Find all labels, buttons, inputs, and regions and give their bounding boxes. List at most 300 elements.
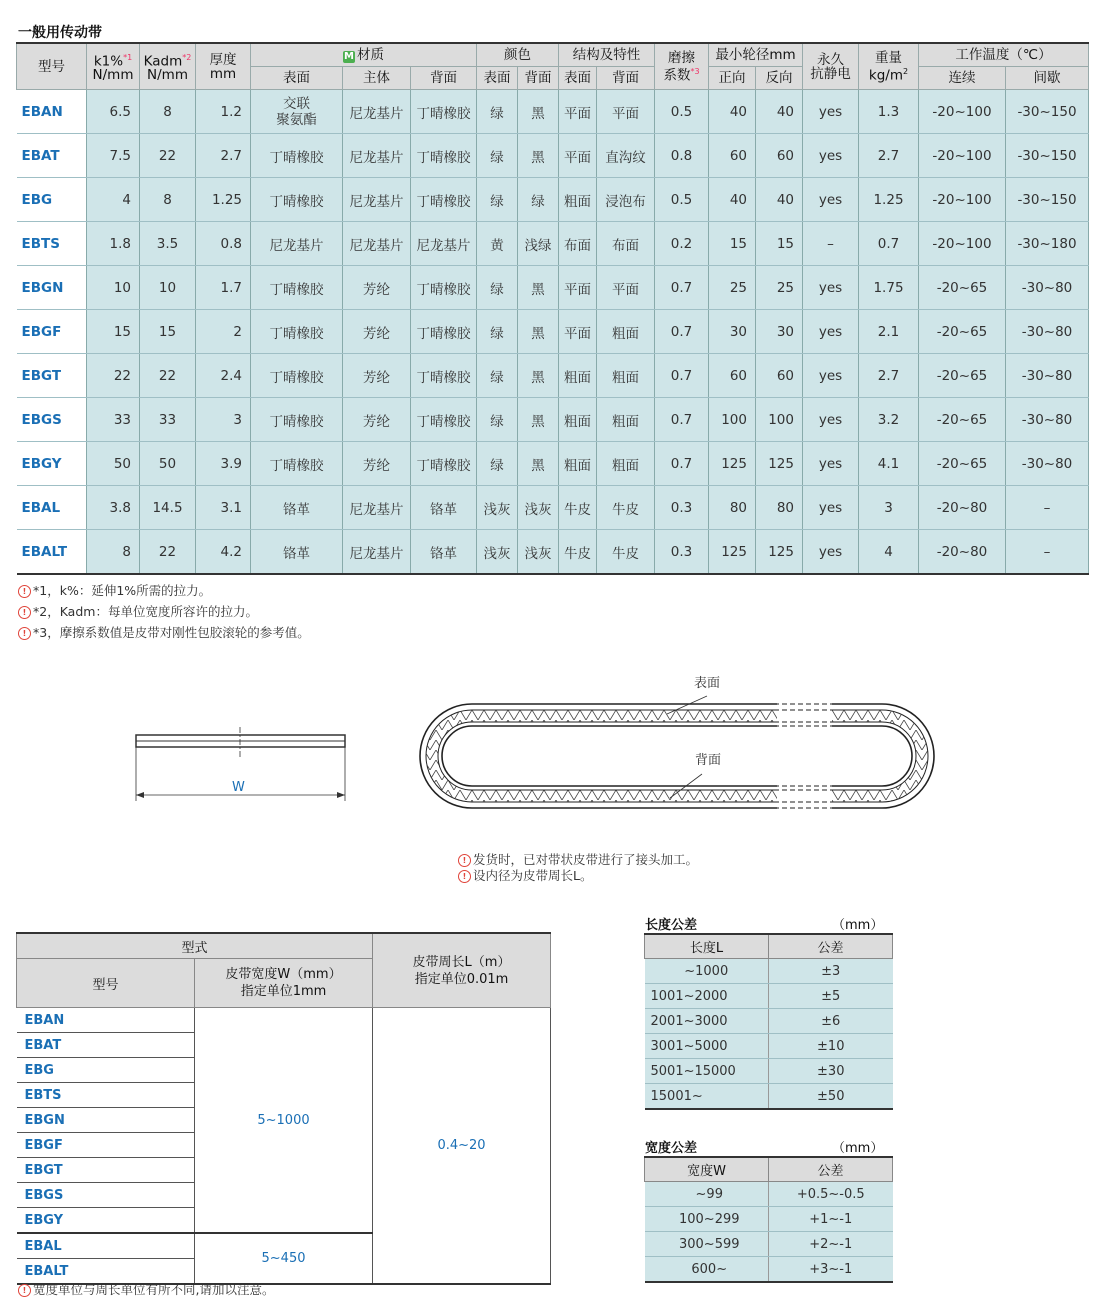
col-color-surface: 表面 <box>477 67 518 90</box>
warning-icon: ! <box>18 585 31 598</box>
type-model: EBAN <box>17 1008 195 1033</box>
spec-cell-ms: 丁晴橡胶 <box>251 178 343 222</box>
back-label: 背面 <box>695 753 722 768</box>
col-mat-surface: 表面 <box>251 67 343 90</box>
spec-cell-k1: 15 <box>87 310 140 354</box>
spec-cell-ti: – <box>1006 530 1089 575</box>
col-model: 型号 <box>17 43 87 90</box>
length-tol-row <box>645 959 893 984</box>
type-table <box>16 932 551 1285</box>
spec-cell-f: 0.3 <box>655 486 709 530</box>
spec-cell-ss: 牛皮 <box>559 530 597 575</box>
spec-cell-kadm: 22 <box>140 354 196 398</box>
spec-cell-ti: -30~80 <box>1006 398 1089 442</box>
spec-cell-pr: 125 <box>756 530 803 575</box>
footnotes <box>18 580 310 643</box>
spec-cell-tc: -20~65 <box>919 310 1006 354</box>
spec-cell-mb: 尼龙基片 <box>343 222 411 266</box>
spec-cell-pf: 15 <box>709 222 756 266</box>
spec-cell-model: EBTS <box>17 222 87 266</box>
width-tol-row <box>645 1207 893 1232</box>
spec-cell-cb: 绿 <box>518 178 559 222</box>
spec-cell-ms: 交联 聚氨酯 <box>251 90 343 134</box>
spec-cell-pf: 80 <box>709 486 756 530</box>
spec-cell-model: EBAT <box>17 134 87 178</box>
spec-row <box>17 398 1089 442</box>
width-tol-value: +2~-1 <box>769 1232 893 1257</box>
spec-cell-pr: 40 <box>756 178 803 222</box>
type-model: EBG <box>17 1058 195 1083</box>
spec-cell-ss: 粗面 <box>559 178 597 222</box>
col-material: M 材质 <box>251 43 477 67</box>
spec-cell-ms: 丁晴橡胶 <box>251 310 343 354</box>
spec-cell-pr: 15 <box>756 222 803 266</box>
type-table-note: ! 宽度单位与周长单位有所不同,请加以注意。 <box>18 1280 274 1298</box>
width-tol-value: +3~-1 <box>769 1257 893 1283</box>
col-length: 皮带周长L（m） 指定单位0.01m <box>373 933 551 1008</box>
width-tol-caption: 宽度公差 <box>645 1141 698 1156</box>
spec-cell-tc: -20~65 <box>919 354 1006 398</box>
page-title: 一般用传动带 <box>18 25 102 41</box>
length-tol-range: 2001~3000 <box>645 1009 769 1034</box>
spec-cell-mbk: 丁晴橡胶 <box>411 442 477 486</box>
footnote: ! *3，摩擦系数值是皮带对刚性包胶滚轮的参考值。 <box>18 622 310 643</box>
spec-cell-tc: -20~65 <box>919 266 1006 310</box>
spec-cell-f: 0.7 <box>655 442 709 486</box>
material-badge-icon: M <box>344 50 354 62</box>
spec-cell-as: yes <box>803 178 859 222</box>
spec-cell-f: 0.5 <box>655 90 709 134</box>
warning-icon: ! <box>458 854 471 867</box>
col-struct-back: 背面 <box>597 67 655 90</box>
spec-cell-f: 0.7 <box>655 310 709 354</box>
spec-cell-w: 0.7 <box>859 222 919 266</box>
spec-cell-cb: 黑 <box>518 354 559 398</box>
spec-cell-sb: 浸泡布 <box>597 178 655 222</box>
spec-cell-sb: 粗面 <box>597 354 655 398</box>
spec-cell-mbk: 丁晴橡胶 <box>411 134 477 178</box>
spec-cell-k1: 22 <box>87 354 140 398</box>
spec-cell-k1: 50 <box>87 442 140 486</box>
footnote: ! *1，k%：延伸1%所需的拉力。 <box>18 580 310 601</box>
spec-cell-thick: 1.2 <box>196 90 251 134</box>
spec-cell-k1: 6.5 <box>87 90 140 134</box>
spec-cell-tc: -20~65 <box>919 398 1006 442</box>
length-tol-row <box>645 1084 893 1110</box>
spec-cell-mb: 芳纶 <box>343 354 411 398</box>
width-tol-value: +0.5~-0.5 <box>769 1182 893 1207</box>
width-tol-unit: （mm） <box>832 1141 884 1156</box>
spec-cell-mbk: 丁晴橡胶 <box>411 90 477 134</box>
length-tol-value: ±50 <box>769 1084 893 1110</box>
spec-cell-cb: 黑 <box>518 442 559 486</box>
col-length-tol: 公差 <box>769 934 893 959</box>
spec-cell-pf: 100 <box>709 398 756 442</box>
spec-cell-as: yes <box>803 310 859 354</box>
length-tol-row <box>645 1009 893 1034</box>
spec-cell-ti: -30~80 <box>1006 266 1089 310</box>
spec-cell-cs: 浅灰 <box>477 486 518 530</box>
spec-cell-pr: 30 <box>756 310 803 354</box>
spec-cell-sb: 布面 <box>597 222 655 266</box>
spec-cell-cs: 绿 <box>477 442 518 486</box>
spec-row <box>17 134 1089 178</box>
spec-cell-ms: 丁晴橡胶 <box>251 134 343 178</box>
col-temp-int: 间歇 <box>1006 67 1089 90</box>
spec-cell-model: EBG <box>17 178 87 222</box>
length-range: 0.4~20 <box>373 1008 551 1285</box>
spec-cell-cb: 浅灰 <box>518 486 559 530</box>
spec-cell-model: EBGF <box>17 310 87 354</box>
spec-cell-pf: 25 <box>709 266 756 310</box>
spec-cell-f: 0.3 <box>655 530 709 575</box>
spec-cell-thick: 3.9 <box>196 442 251 486</box>
spec-cell-mb: 芳纶 <box>343 442 411 486</box>
spec-cell-w: 2.1 <box>859 310 919 354</box>
spec-cell-pr: 100 <box>756 398 803 442</box>
spec-cell-mb: 尼龙基片 <box>343 90 411 134</box>
spec-cell-kadm: 14.5 <box>140 486 196 530</box>
spec-cell-sb: 平面 <box>597 90 655 134</box>
spec-cell-w: 1.25 <box>859 178 919 222</box>
spec-cell-kadm: 33 <box>140 398 196 442</box>
width-tolerance-table <box>644 1156 893 1283</box>
col-type-model: 型号 <box>17 959 195 1008</box>
spec-cell-f: 0.2 <box>655 222 709 266</box>
spec-cell-as: yes <box>803 398 859 442</box>
spec-cell-cs: 绿 <box>477 90 518 134</box>
width-tol-range: ~99 <box>645 1182 769 1207</box>
spec-cell-w: 3.2 <box>859 398 919 442</box>
spec-cell-ti: -30~80 <box>1006 442 1089 486</box>
col-mat-back: 背面 <box>411 67 477 90</box>
spec-cell-k1: 3.8 <box>87 486 140 530</box>
length-tol-range: 3001~5000 <box>645 1034 769 1059</box>
spec-cell-ss: 平面 <box>559 134 597 178</box>
spec-cell-kadm: 15 <box>140 310 196 354</box>
spec-cell-pf: 40 <box>709 90 756 134</box>
spec-cell-as: yes <box>803 266 859 310</box>
col-min-pulley: 最小轮径mm <box>709 43 803 67</box>
spec-cell-as: yes <box>803 530 859 575</box>
spec-cell-ti: -30~150 <box>1006 134 1089 178</box>
spec-row <box>17 222 1089 266</box>
length-tol-range: 5001~15000 <box>645 1059 769 1084</box>
spec-cell-pr: 40 <box>756 90 803 134</box>
spec-cell-cs: 绿 <box>477 354 518 398</box>
spec-cell-as: yes <box>803 354 859 398</box>
spec-cell-mbk: 丁晴橡胶 <box>411 310 477 354</box>
col-structure: 结构及特性 <box>559 43 655 67</box>
footnote: ! *2，Kadm：每单位宽度所容许的拉力。 <box>18 601 310 622</box>
spec-cell-f: 0.7 <box>655 398 709 442</box>
spec-cell-as: yes <box>803 90 859 134</box>
spec-cell-mb: 尼龙基片 <box>343 530 411 575</box>
spec-cell-mb: 尼龙基片 <box>343 486 411 530</box>
spec-cell-mbk: 铬革 <box>411 530 477 575</box>
length-tol-value: ±30 <box>769 1059 893 1084</box>
spec-cell-thick: 2 <box>196 310 251 354</box>
spec-cell-sb: 平面 <box>597 266 655 310</box>
length-tol-row <box>645 1059 893 1084</box>
length-tol-value: ±6 <box>769 1009 893 1034</box>
length-tol-row <box>645 984 893 1009</box>
spec-cell-cb: 黑 <box>518 398 559 442</box>
spec-cell-k1: 10 <box>87 266 140 310</box>
spec-cell-kadm: 22 <box>140 530 196 575</box>
spec-cell-kadm: 8 <box>140 178 196 222</box>
surface-label: 表面 <box>694 676 721 691</box>
spec-cell-thick: 3 <box>196 398 251 442</box>
spec-cell-thick: 1.7 <box>196 266 251 310</box>
spec-cell-pr: 125 <box>756 442 803 486</box>
spec-cell-w: 1.75 <box>859 266 919 310</box>
length-tol-unit: （mm） <box>832 918 884 933</box>
warning-icon: ! <box>18 1284 31 1297</box>
spec-cell-pr: 25 <box>756 266 803 310</box>
spec-cell-sb: 粗面 <box>597 398 655 442</box>
spec-cell-ms: 尼龙基片 <box>251 222 343 266</box>
spec-cell-mb: 芳纶 <box>343 398 411 442</box>
spec-cell-ti: -30~150 <box>1006 178 1089 222</box>
spec-cell-model: EBGS <box>17 398 87 442</box>
spec-cell-mb: 尼龙基片 <box>343 178 411 222</box>
spec-cell-pf: 125 <box>709 530 756 575</box>
spec-row <box>17 90 1089 134</box>
spec-cell-w: 1.3 <box>859 90 919 134</box>
type-model: EBGT <box>17 1158 195 1183</box>
spec-cell-f: 0.7 <box>655 266 709 310</box>
spec-cell-pr: 60 <box>756 134 803 178</box>
col-struct-surface: 表面 <box>559 67 597 90</box>
spec-row <box>17 486 1089 530</box>
spec-cell-mb: 芳纶 <box>343 310 411 354</box>
spec-cell-k1: 8 <box>87 530 140 575</box>
spec-row <box>17 354 1089 398</box>
spec-cell-thick: 2.7 <box>196 134 251 178</box>
length-tol-range: 1001~2000 <box>645 984 769 1009</box>
spec-cell-k1: 7.5 <box>87 134 140 178</box>
width-tol-row <box>645 1232 893 1257</box>
spec-cell-ms: 丁晴橡胶 <box>251 398 343 442</box>
col-pulley-rev: 反向 <box>756 67 803 90</box>
spec-cell-ms: 丁晴橡胶 <box>251 442 343 486</box>
spec-cell-ti: -30~80 <box>1006 354 1089 398</box>
spec-cell-ss: 粗面 <box>559 398 597 442</box>
spec-cell-ss: 牛皮 <box>559 486 597 530</box>
type-row <box>17 1008 551 1033</box>
spec-cell-kadm: 22 <box>140 134 196 178</box>
spec-cell-ss: 粗面 <box>559 354 597 398</box>
spec-cell-pr: 60 <box>756 354 803 398</box>
spec-cell-ss: 平面 <box>559 90 597 134</box>
spec-cell-tc: -20~100 <box>919 178 1006 222</box>
col-color: 颜色 <box>477 43 559 67</box>
spec-cell-sb: 粗面 <box>597 310 655 354</box>
spec-cell-mbk: 丁晴橡胶 <box>411 266 477 310</box>
spec-cell-f: 0.8 <box>655 134 709 178</box>
spec-row <box>17 178 1089 222</box>
width-tol-range: 300~599 <box>645 1232 769 1257</box>
spec-cell-k1: 1.8 <box>87 222 140 266</box>
spec-cell-tc: -20~100 <box>919 222 1006 266</box>
spec-cell-cb: 黑 <box>518 310 559 354</box>
spec-cell-cs: 绿 <box>477 398 518 442</box>
col-antistatic: 永久 抗静电 <box>803 43 859 90</box>
belt-loop-diagram <box>412 690 947 820</box>
spec-cell-model: EBGY <box>17 442 87 486</box>
spec-table <box>16 42 1089 575</box>
length-tol-range: 15001~ <box>645 1084 769 1110</box>
spec-cell-pf: 125 <box>709 442 756 486</box>
width-label: W <box>232 780 245 795</box>
type-model: EBTS <box>17 1083 195 1108</box>
spec-cell-ss: 平面 <box>559 310 597 354</box>
col-type-group: 型式 <box>17 933 373 959</box>
length-tol-value: ±3 <box>769 959 893 984</box>
spec-cell-mb: 芳纶 <box>343 266 411 310</box>
spec-cell-as: – <box>803 222 859 266</box>
col-mat-body: 主体 <box>343 67 411 90</box>
spec-cell-kadm: 8 <box>140 90 196 134</box>
spec-cell-pf: 60 <box>709 354 756 398</box>
spec-cell-cb: 浅绿 <box>518 222 559 266</box>
spec-cell-ss: 平面 <box>559 266 597 310</box>
spec-cell-thick: 4.2 <box>196 530 251 575</box>
spec-cell-kadm: 50 <box>140 442 196 486</box>
col-width: 皮带宽度W（mm） 指定单位1mm <box>195 959 373 1008</box>
spec-cell-ti: -30~80 <box>1006 310 1089 354</box>
spec-cell-kadm: 3.5 <box>140 222 196 266</box>
spec-cell-cs: 黄 <box>477 222 518 266</box>
col-thickness: 厚度 mm <box>196 43 251 90</box>
spec-cell-model: EBAN <box>17 90 87 134</box>
spec-cell-w: 4.1 <box>859 442 919 486</box>
spec-cell-mb: 尼龙基片 <box>343 134 411 178</box>
spec-cell-cs: 绿 <box>477 266 518 310</box>
spec-cell-pf: 30 <box>709 310 756 354</box>
spec-cell-ms: 丁晴橡胶 <box>251 266 343 310</box>
diagram-notes: ! 发货时，已对带状皮带进行了接头加工。 ! 设内径为皮带周长L。 <box>458 852 698 884</box>
col-length-l: 长度L <box>645 934 769 959</box>
spec-cell-cs: 浅灰 <box>477 530 518 575</box>
spec-cell-kadm: 10 <box>140 266 196 310</box>
spec-cell-thick: 2.4 <box>196 354 251 398</box>
spec-row <box>17 442 1089 486</box>
spec-cell-f: 0.5 <box>655 178 709 222</box>
spec-cell-pf: 40 <box>709 178 756 222</box>
spec-cell-pf: 60 <box>709 134 756 178</box>
spec-cell-model: EBAL <box>17 486 87 530</box>
col-width-tol: 公差 <box>769 1157 893 1182</box>
width-tol-row <box>645 1257 893 1283</box>
spec-cell-k1: 33 <box>87 398 140 442</box>
type-model: EBGN <box>17 1108 195 1133</box>
spec-cell-cb: 浅灰 <box>518 530 559 575</box>
spec-cell-k1: 4 <box>87 178 140 222</box>
spec-cell-as: yes <box>803 134 859 178</box>
spec-cell-cb: 黑 <box>518 266 559 310</box>
warning-icon: ! <box>18 627 31 640</box>
spec-cell-ss: 布面 <box>559 222 597 266</box>
spec-cell-tc: -20~80 <box>919 530 1006 575</box>
spec-cell-sb: 牛皮 <box>597 486 655 530</box>
length-tol-range: ~1000 <box>645 959 769 984</box>
spec-cell-thick: 3.1 <box>196 486 251 530</box>
spec-cell-tc: -20~65 <box>919 442 1006 486</box>
spec-cell-model: EBGN <box>17 266 87 310</box>
spec-cell-mbk: 丁晴橡胶 <box>411 354 477 398</box>
spec-cell-ms: 铬革 <box>251 486 343 530</box>
length-tol-value: ±10 <box>769 1034 893 1059</box>
spec-cell-ti: – <box>1006 486 1089 530</box>
spec-cell-w: 3 <box>859 486 919 530</box>
col-temperature: 工作温度（℃） <box>919 43 1089 67</box>
spec-cell-sb: 牛皮 <box>597 530 655 575</box>
width-tol-range: 100~299 <box>645 1207 769 1232</box>
spec-cell-mbk: 丁晴橡胶 <box>411 178 477 222</box>
col-kadm: Kadm$^{*2}$ N/mm <box>140 43 196 90</box>
spec-cell-ss: 粗面 <box>559 442 597 486</box>
spec-cell-cs: 绿 <box>477 178 518 222</box>
type-model: EBALT <box>17 1259 195 1285</box>
length-tol-value: ±5 <box>769 984 893 1009</box>
spec-cell-as: yes <box>803 442 859 486</box>
spec-cell-mbk: 铬革 <box>411 486 477 530</box>
spec-cell-sb: 直沟纹 <box>597 134 655 178</box>
length-tol-caption: 长度公差 <box>645 918 698 933</box>
length-tolerance-table <box>644 933 893 1110</box>
spec-cell-w: 2.7 <box>859 354 919 398</box>
warning-icon: ! <box>458 870 471 883</box>
spec-cell-pr: 80 <box>756 486 803 530</box>
spec-cell-f: 0.7 <box>655 354 709 398</box>
type-model: EBAT <box>17 1033 195 1058</box>
spec-cell-ms: 丁晴橡胶 <box>251 354 343 398</box>
spec-cell-ms: 铬革 <box>251 530 343 575</box>
spec-cell-as: yes <box>803 486 859 530</box>
spec-row <box>17 530 1089 575</box>
spec-cell-sb: 粗面 <box>597 442 655 486</box>
width-tol-range: 600~ <box>645 1257 769 1283</box>
spec-cell-w: 2.7 <box>859 134 919 178</box>
spec-cell-mbk: 丁晴橡胶 <box>411 398 477 442</box>
col-weight: 重量 $kg/m^2$ <box>859 43 919 90</box>
warning-icon: ! <box>18 606 31 619</box>
col-k1: k1%$^{*1}$ N/mm <box>87 43 140 90</box>
width-tol-value: +1~-1 <box>769 1207 893 1232</box>
col-friction: 磨擦 系数$^{*3}$ <box>655 43 709 90</box>
spec-cell-tc: -20~80 <box>919 486 1006 530</box>
col-pulley-fwd: 正向 <box>709 67 756 90</box>
width-range: 5~450 <box>195 1233 373 1284</box>
spec-cell-cs: 绿 <box>477 310 518 354</box>
col-color-back: 背面 <box>518 67 559 90</box>
spec-cell-mbk: 尼龙基片 <box>411 222 477 266</box>
spec-cell-model: EBALT <box>17 530 87 575</box>
spec-cell-ti: -30~180 <box>1006 222 1089 266</box>
type-model: EBGY <box>17 1208 195 1234</box>
type-model: EBGF <box>17 1133 195 1158</box>
width-tol-row <box>645 1182 893 1207</box>
spec-cell-tc: -20~100 <box>919 134 1006 178</box>
type-model: EBAL <box>17 1233 195 1259</box>
spec-cell-thick: 0.8 <box>196 222 251 266</box>
col-width-w: 宽度W <box>645 1157 769 1182</box>
spec-cell-w: 4 <box>859 530 919 575</box>
spec-row <box>17 266 1089 310</box>
spec-row <box>17 310 1089 354</box>
